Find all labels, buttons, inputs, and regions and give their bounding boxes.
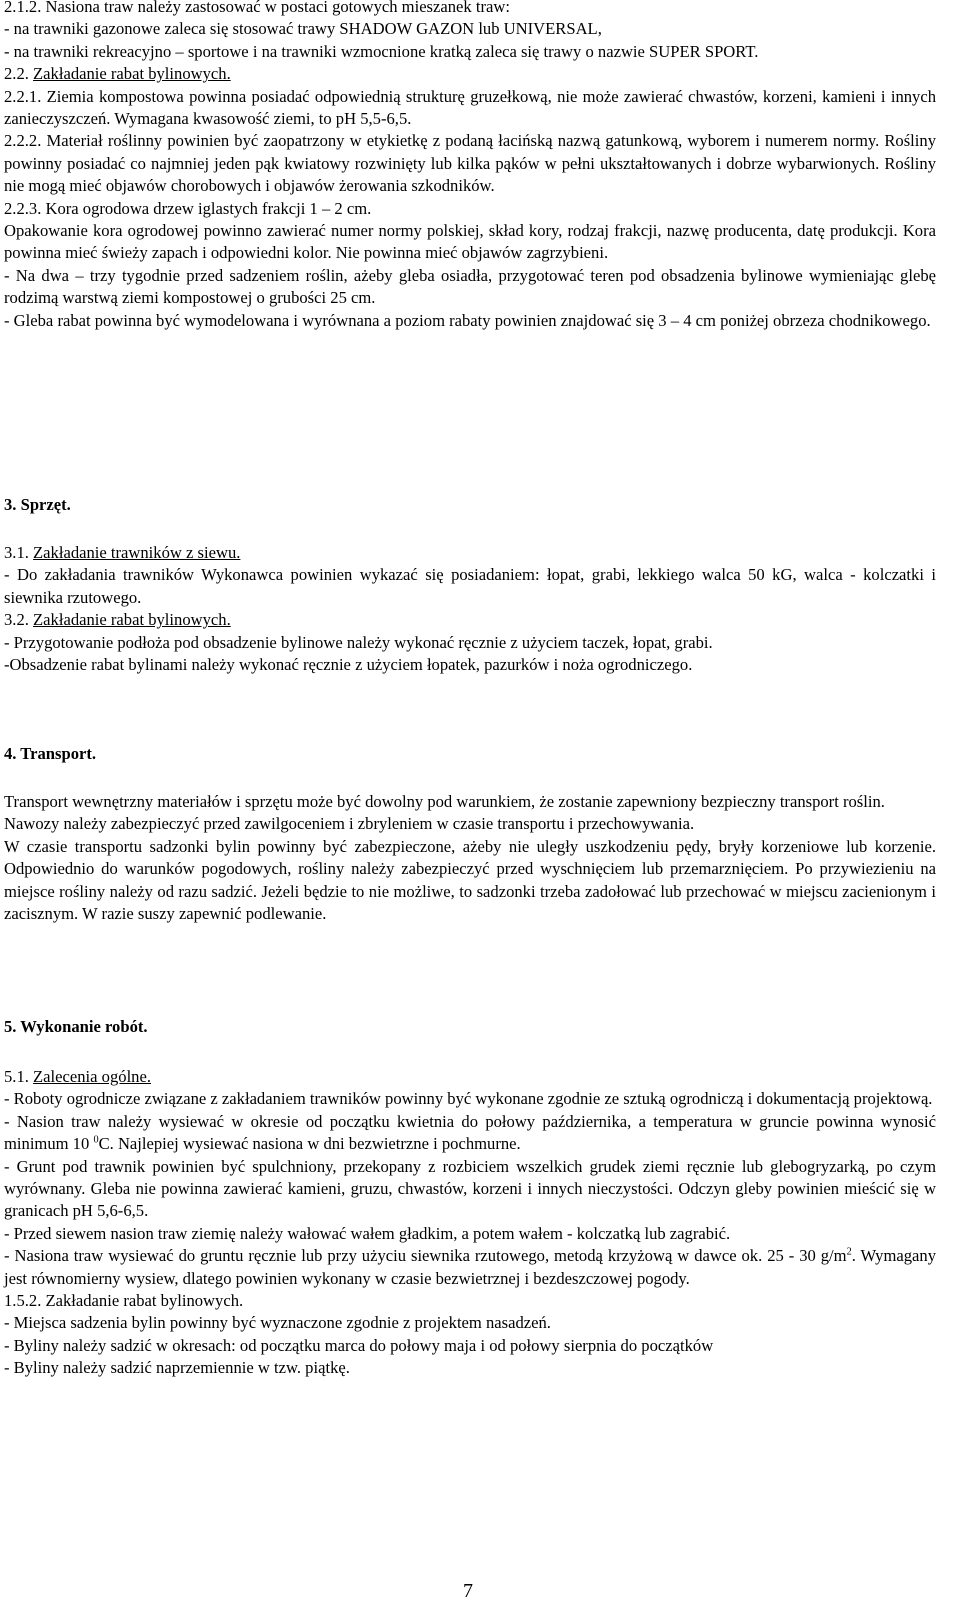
paragraph: 1.5.2. Zakładanie rabat bylinowych.	[4, 1291, 244, 1311]
text-run: . Wymagany jest równomierny wysiew, dlatego powinien wykonany w czasie bezwietrznej i bezdeszczowej pogody.	[4, 1246, 936, 1288]
section-heading: 4. Transport.	[4, 744, 97, 763]
section-3	[0, 494, 936, 516]
section-heading: 5. Wykonanie robót.	[4, 1017, 148, 1036]
paragraph: - na trawniki gazonowe zaleca się stosować trawy SHADOW GAZON lub UNIVERSAL,	[4, 19, 602, 39]
paragraph: - Na dwa – trzy tygodnie przed sadzeniem roślin, ażeby gleba osiadła, przygotować teren pod obsadzenia bylinowe wymieniając glebę rodzimą warstwą ziemi kompostowej o grubości 25 cm.	[4, 265, 936, 308]
paragraph	[4, 1245, 936, 1290]
paragraph: - Gleba rabat powinna być wymodelowana i wyrównana a poziom rabaty powinien znajdować się 3 – 4 cm poniżej obrzeza chodnikowego.	[4, 310, 931, 330]
section-heading	[4, 1066, 936, 1088]
section-3-1	[0, 542, 936, 676]
paragraph: - Byliny należy sadzić w okresach: od początku marca do połowy maja i od połowy sierpnia do początków	[4, 1335, 714, 1355]
paragraph: - Byliny należy sadzić naprzemiennie w tzw. piątkę.	[4, 1358, 350, 1378]
superscript: 0	[93, 1134, 99, 1146]
heading-number: 2.2.	[4, 64, 29, 84]
paragraph	[4, 1111, 936, 1156]
paragraph: Opakowanie kora ogrodowej powinno zawierać numer normy polskiej, skład kory, rodzaj frakcji, nazwę producenta, datę produkcji. Kora powinna mieć świeży zapach i odpowiedni kolor. Nie powinna mieć objawów zagrzybieni.	[4, 221, 936, 263]
section-5-1	[0, 1066, 936, 1380]
text-run: - Nasiona traw wysiewać do gruntu ręcznie lub przy użyciu siewnika rzutowego, metodą krzyżową w dawce ok. 25 - 30 g/m	[4, 1246, 847, 1266]
section-heading	[4, 609, 936, 631]
section-2-1-2	[0, 0, 936, 332]
heading-number: 3.1.	[4, 543, 29, 562]
paragraph: 2.1.2. Nasiona traw należy zastosować w postaci gotowych mieszanek traw:	[4, 0, 510, 16]
section-4-body	[0, 791, 936, 925]
heading-title: Zakładanie trawników z siewu.	[33, 543, 241, 562]
section-5	[0, 1016, 936, 1038]
section-heading	[4, 542, 936, 564]
paragraph: W czasie transportu sadzonki bylin powinny być zabezpieczone, ażeby nie uległy uszkodzeniu pędy, bryły korzeniowe lub korzenie. Odpowiednio do warunków pogodowych, rośliny należy zabezpieczyć przed wyschnięciem lub przemarznięciem. Po przywiezieniu na miejsce rośliny należy od razu sadzić. Jeżeli będzie to nie możliwe, to sadzonki trzeba zadołować lub przechować w miejscu zacienionym i zacisznym. W razie suszy zapewnić podlewanie.	[4, 836, 936, 924]
paragraph: - Przygotowanie podłoża pod obsadzenie bylinowe należy wykonać ręcznie z użyciem taczek, łopat, grabi.	[4, 632, 713, 652]
text-run: - Nasion traw należy wysiewać w okresie od początku kwietnia do połowy października, a temperatura w gruncie powinna wynosić minimum 10	[4, 1111, 936, 1154]
paragraph: - Do zakładania trawników Wykonawca powinien wykazać się posiadaniem: łopat, grabi, lekkiego walca 50 kG, walca - kolczatki i siewnika rzutowego.	[4, 565, 936, 607]
section-4	[0, 743, 936, 765]
paragraph: - Roboty ogrodnicze związane z zakładaniem trawników powinny być wykonane zgodnie ze sztuką ogrodniczą i dokumentacją projektową.	[4, 1089, 933, 1109]
heading-title: Zakładanie rabat bylinowych.	[33, 610, 231, 630]
paragraph: - Przed siewem nasion traw ziemię należy wałować wałem gładkim, a potem wałem - kolczatką lub zagrabić.	[4, 1223, 731, 1243]
paragraph: - na trawniki rekreacyjno – sportowe i na trawniki wzmocnione kratką zaleca się trawy o nazwie SUPER SPORT.	[4, 41, 759, 61]
paragraph: Transport wewnętrzny materiałów i sprzętu może być dowolny pod warunkiem, że zostanie zapewniony bezpieczny transport roślin.	[4, 792, 885, 811]
text-run: C. Najlepiej wysiewać nasiona w dni bezwietrzne i pochmurne.	[98, 1134, 521, 1154]
heading-title: Zakładanie rabat bylinowych.	[33, 64, 231, 84]
paragraph: - Miejsca sadzenia bylin powinny być wyznaczone zgodnie z projektem nasadzeń.	[4, 1313, 551, 1333]
heading-number: 5.1.	[4, 1067, 29, 1086]
section-heading: 3. Sprzęt.	[4, 495, 71, 514]
paragraph: 2.2.1. Ziemia kompostowa powinna posiadać odpowiednią strukturę gruzełkową, nie może zawierać chwastów, korzeni, kamieni i innych zanieczyszczeń. Wymagana kwasowość ziemi, to pH 5,5-6,5.	[4, 86, 936, 129]
paragraph: - Grunt pod trawnik powinien być spulchniony, przekopany z rozbiciem wszelkich grudek ziemi ręcznie lub glebogryzarką, po czym wyrównany. Gleba nie powinna zawierać kamieni, gruzu, chwastów, korzeni i innych nieczystości. Odczyn gleby powinien mieścić się w granicach pH 5,6-6,5.	[4, 1156, 936, 1221]
superscript: 2	[846, 1246, 852, 1258]
paragraph: -Obsadzenie rabat bylinami należy wykonać ręcznie z użyciem łopatek, pazurków i noża ogrodniczego.	[4, 655, 693, 675]
paragraph: 2.2.3. Kora ogrodowa drzew iglastych frakcji 1 – 2 cm.	[4, 198, 372, 218]
page-number: 7	[463, 1580, 473, 1602]
heading-title: Zalecenia ogólne.	[33, 1067, 151, 1086]
paragraph: 2.2.2. Materiał roślinny powinien być zaopatrzony w etykietkę z podaną łacińską nazwą gatunkową, wyborem i numerem normy. Rośliny powinny posiadać co najmniej jeden pąk kwiatowy rozwinięty lub kilka pąków w pełni ukształtowanych i dobrze wybarwionych. Rośliny nie mogą mieć objawów chorobowych i objawów żerowania szkodników.	[4, 131, 936, 196]
heading-number: 3.2.	[4, 610, 29, 630]
section-heading	[4, 63, 936, 85]
paragraph: Nawozy należy zabezpieczyć przed zawilgoceniem i zbryleniem w czasie transportu i przechowywania.	[4, 814, 695, 834]
